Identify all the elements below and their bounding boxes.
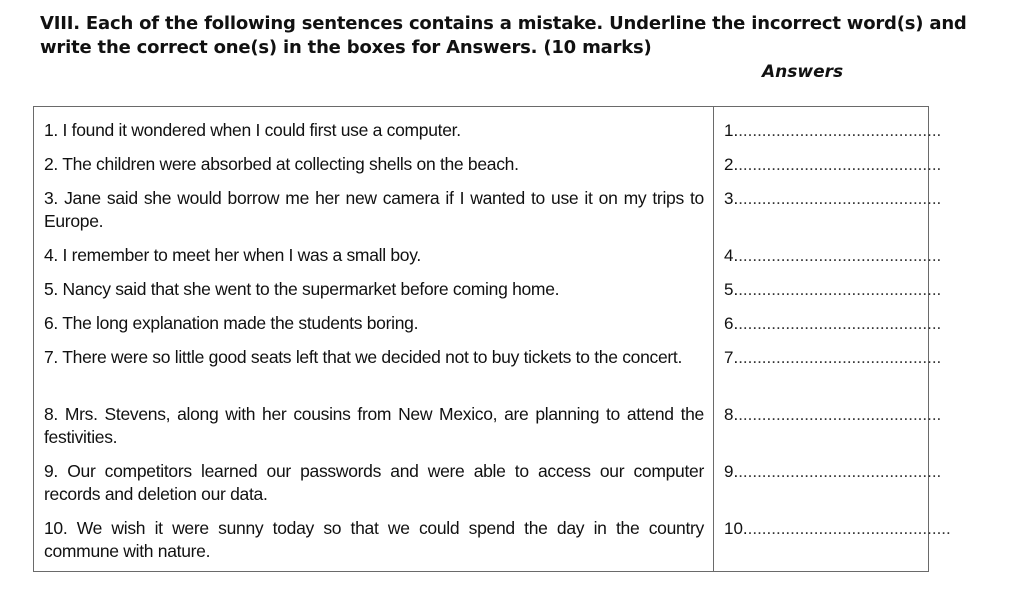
answer-blank-8[interactable] <box>724 403 942 426</box>
answer-blank-5[interactable] <box>724 278 942 301</box>
question-text: 7. There were so little good seats left that we decided not to buy tickets to the concert. <box>44 347 683 367</box>
answer-number: 9. <box>724 462 739 481</box>
exercise-instructions: VIII. Each of the following sentences contains a mistake. Underline the incorrect word(s) and write the correct one(s) in the boxes for Answers. (10 marks) <box>40 13 967 58</box>
answer-number: 1. <box>724 121 739 140</box>
answer-blank-6[interactable] <box>724 312 942 335</box>
answer-dots: ........................................... <box>747 519 951 538</box>
question-text: 9. Our competitors learned our passwords and were able to access our computer records and deletion our data. <box>44 461 704 504</box>
answer-number: 10. <box>724 519 748 538</box>
question-text: 10. We wish it were sunny today so that we could spend the day in the country commune with nature. <box>44 518 704 561</box>
question-text: 6. The long explanation made the students boring. <box>44 313 419 333</box>
answer-blank-3[interactable] <box>724 187 942 210</box>
answer-dots: ........................................... <box>738 121 942 140</box>
answer-blank-2[interactable] <box>724 153 942 176</box>
question-text: 5. Nancy said that she went to the supermarket before coming home. <box>44 279 560 299</box>
question-text: 1. I found it wondered when I could first use a computer. <box>44 120 461 140</box>
answer-blank-7[interactable] <box>724 346 942 369</box>
answer-number: 6. <box>724 314 739 333</box>
question-text: 8. Mrs. Stevens, along with her cousins from New Mexico, are planning to attend the festivities. <box>44 404 704 447</box>
answer-dots: ........................................... <box>738 189 942 208</box>
question-text: 4. I remember to meet her when I was a small boy. <box>44 245 421 265</box>
answer-number: 5. <box>724 280 739 299</box>
answer-number: 2. <box>724 155 739 174</box>
answers-heading: Answers <box>762 62 844 82</box>
answer-dots: ........................................... <box>738 462 942 481</box>
answer-dots: ........................................... <box>738 405 942 424</box>
answer-dots: ........................................... <box>738 348 942 367</box>
answer-blank-1[interactable] <box>724 119 942 142</box>
answer-blank-9[interactable] <box>724 460 942 483</box>
question-text: 3. Jane said she would borrow me her new camera if I wanted to use it on my trips to Europe. <box>44 188 704 231</box>
answer-number: 8. <box>724 405 739 424</box>
answer-dots: ........................................... <box>738 314 942 333</box>
answer-number: 3. <box>724 189 739 208</box>
answer-dots: ........................................... <box>738 155 942 174</box>
answer-dots: ........................................... <box>738 280 942 299</box>
exercise-table <box>33 106 951 572</box>
answer-number: 7. <box>724 348 739 367</box>
answer-dots: ........................................... <box>738 246 942 265</box>
answer-number: 4. <box>724 246 739 265</box>
column-divider <box>713 107 714 571</box>
answer-blank-10[interactable] <box>724 517 951 540</box>
answer-blank-4[interactable] <box>724 244 942 267</box>
question-text: 2. The children were absorbed at collecting shells on the beach. <box>44 154 519 174</box>
